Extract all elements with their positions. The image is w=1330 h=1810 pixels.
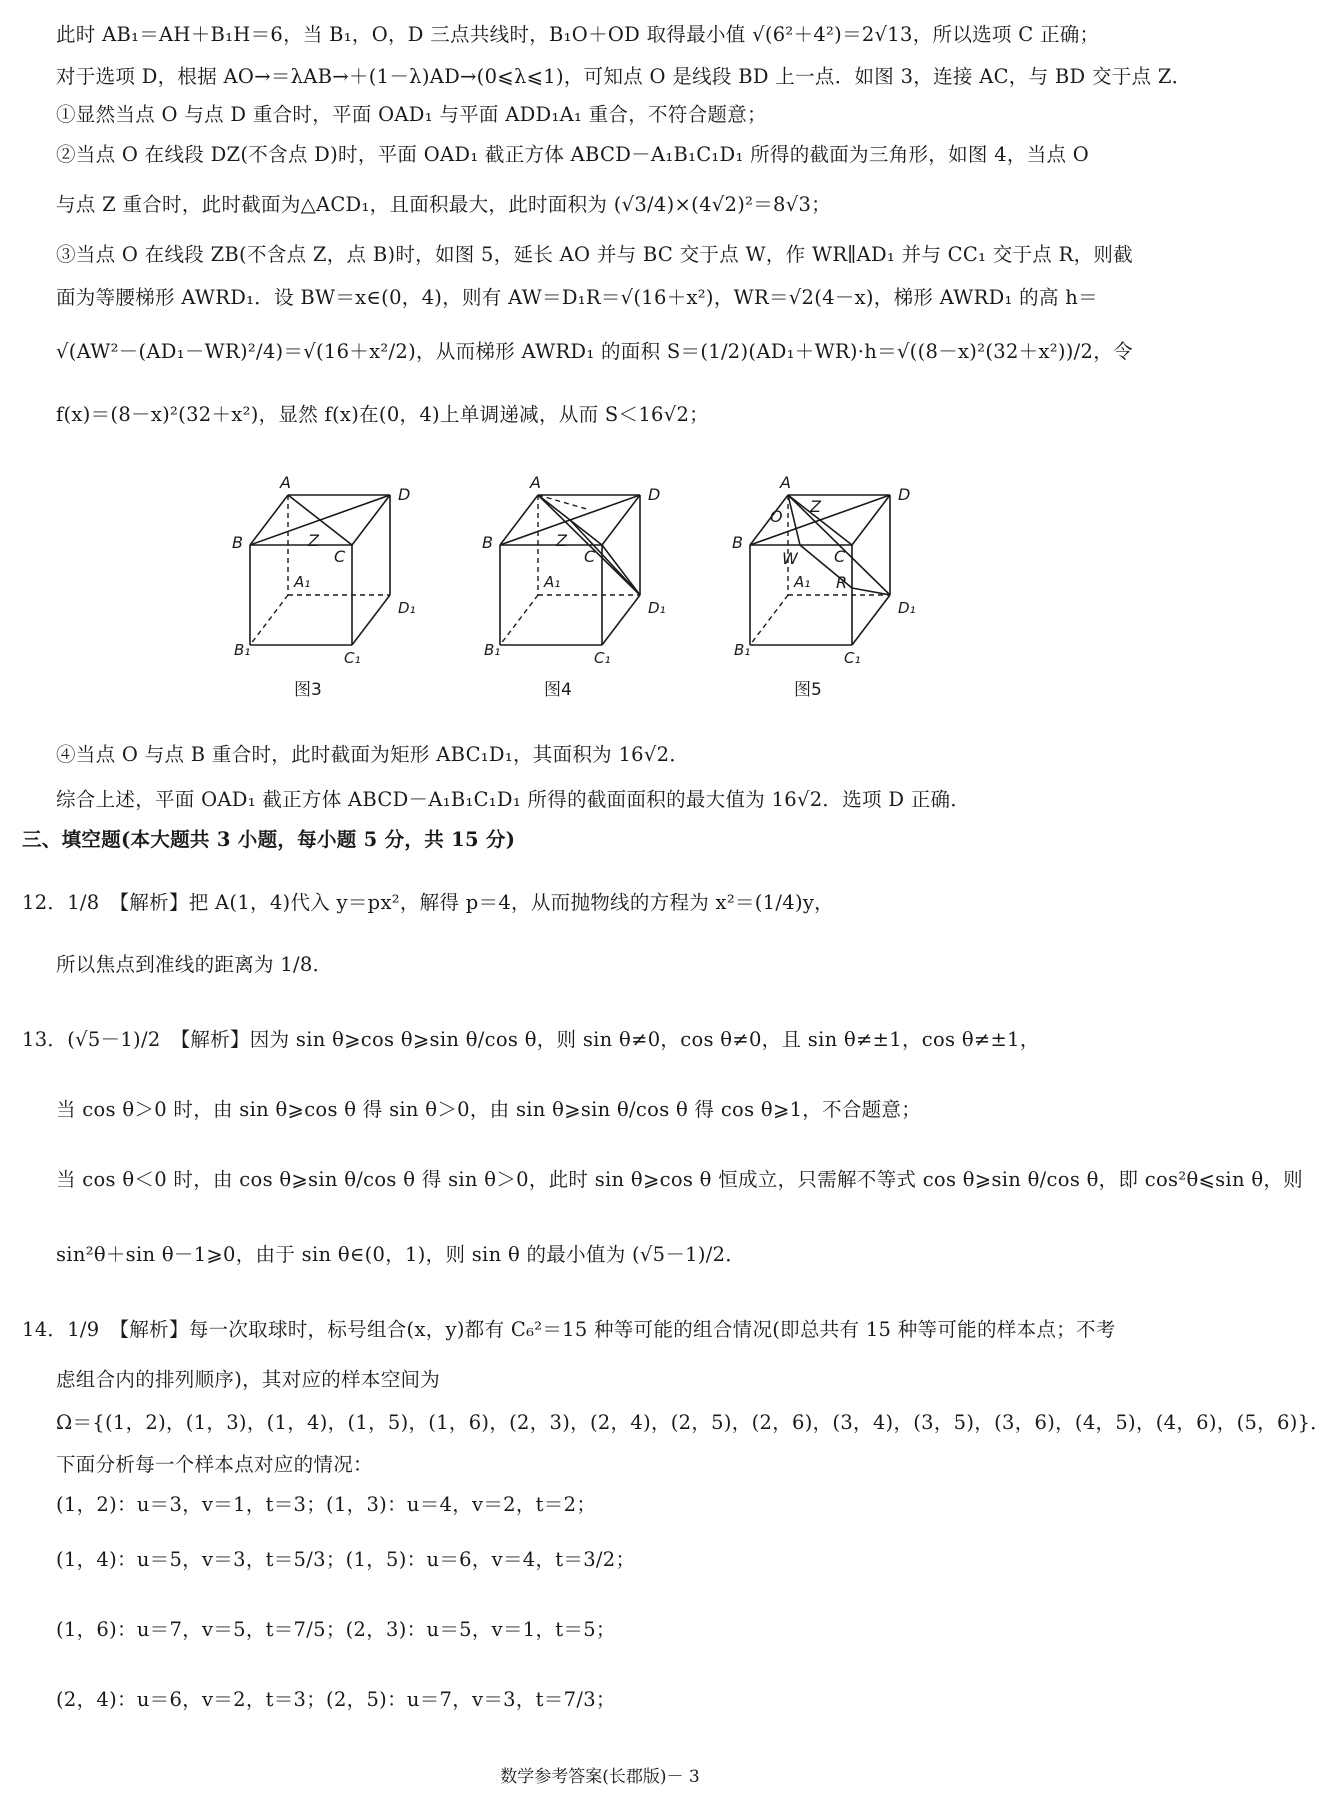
text-line: 所以焦点到准线的距离为 1/8． [56, 953, 333, 976]
fig4-label-d: D [648, 485, 661, 504]
text-line: (1，6)：u＝7，v＝5，t＝7/5；(2，3)：u＝5，v＝1，t＝5； [56, 1618, 616, 1641]
text-line: ①显然当点 O 与点 D 重合时，平面 OAD₁ 与平面 ADD₁A₁ 重合，不符合题意； [56, 103, 767, 126]
fig4-label-z: Z [556, 531, 567, 550]
text-line: Ω＝{(1，2)，(1，3)，(1，4)，(1，5)，(1，6)，(2，3)，(2，4)，(2，5)，(2，6)，(3，4)，(3，5)，(3，6)，(4，5)，(4，6)，(5，6)}． [56, 1411, 1330, 1434]
text-line: 当 cos θ＞0 时，由 sin θ⩾cos θ 得 sin θ＞0，由 sin θ⩾sin θ/cos θ 得 cos θ⩾1，不合题意； [56, 1098, 922, 1121]
text-line: 当 cos θ＜0 时，由 cos θ⩾sin θ/cos θ 得 sin θ＞0，此时 sin θ⩾cos θ 恒成立，只需解不等式 cos θ⩾sin θ/cos θ，即 cos²θ⩽sin θ，则 [56, 1168, 1303, 1191]
fig3-label-a: A [280, 473, 291, 492]
text-line: 12．1/8 【解析】把 A(1，4)代入 y＝px²，解得 p＝4，从而抛物线的方程为 x²＝(1/4)y， [22, 891, 834, 914]
fig4-label-c1: C₁ [594, 649, 611, 667]
fig4-label-a: A [530, 473, 541, 492]
fig4-label-b: B [482, 533, 493, 552]
fig3-label-d: D [398, 485, 411, 504]
text-line: 面为等腰梯形 AWRD₁．设 BW＝x∈(0，4)，则有 AW＝D₁R＝√(16＋x²)，WR＝√2(4－x)，梯形 AWRD₁ 的高 h＝ [56, 286, 1098, 309]
text-line: ④当点 O 与点 B 重合时，此时截面为矩形 ABC₁D₁，其面积为 16√2． [56, 743, 690, 766]
fig4-label-d1: D₁ [648, 599, 666, 617]
fig3-label-c: C [334, 547, 346, 566]
text-line: (1，2)：u＝3，v＝1，t＝3；(1，3)：u＝4，v＝2，t＝2； [56, 1493, 597, 1516]
fig5-label-d1: D₁ [898, 599, 916, 617]
section-heading: 三、填空题(本大题共 3 小题，每小题 5 分，共 15 分) [22, 828, 516, 851]
fig5-label-d: D [898, 485, 911, 504]
page-footer: 数学参考答案(长郡版)－ 3 [500, 1767, 700, 1787]
cube-figures [232, 473, 970, 745]
text-line: (1，4)：u＝5，v＝3，t＝5/3；(1，5)：u＝6，v＝4，t＝3/2； [56, 1548, 636, 1571]
fig5-label-b: B [732, 533, 743, 552]
text-line: 虑组合内的排列顺序)，其对应的样本空间为 [56, 1368, 441, 1391]
text-line: ③当点 O 在线段 ZB(不含点 Z，点 B)时，如图 5，延长 AO 并与 BC 交于点 W，作 WR∥AD₁ 并与 CC₁ 交于点 R，则截 [56, 243, 1133, 266]
text-line: (2，4)：u＝6，v＝2，t＝3；(2，5)：u＝7，v＝3，t＝7/3； [56, 1688, 616, 1711]
fig5-label-a: A [780, 473, 791, 492]
fig5-caption: 图5 [794, 680, 822, 700]
fig5-label-w: W [782, 549, 798, 568]
text-line: 对于选项 D，根据 AO→＝λAB→＋(1－λ)AD→(0⩽λ⩽1)，可知点 O 是线段 BD 上一点．如图 3，连接 AC，与 BD 交于点 Z． [56, 65, 1192, 88]
text-line: f(x)＝(8－x)²(32＋x²)，显然 f(x)在(0，4)上单调递减，从而 S＜16√2； [56, 403, 709, 426]
fig5-label-z: Z [810, 497, 821, 516]
figure-5 [750, 495, 970, 745]
fig5-label-a1: A₁ [794, 573, 811, 591]
fig3-label-b: B [232, 533, 243, 552]
text-line: 下面分析每一个样本点对应的情况： [56, 1453, 373, 1476]
fig3-label-z: Z [308, 531, 319, 550]
fig3-label-c1: C₁ [344, 649, 361, 667]
fig4-label-a1: A₁ [544, 573, 561, 591]
text-line: 13．(√5－1)/2 【解析】因为 sin θ⩾cos θ⩾sin θ/cos θ，则 sin θ≠0，cos θ≠0，且 sin θ≠±1，cos θ≠±1， [22, 1028, 1040, 1051]
fig5-label-o: O [770, 507, 783, 526]
text-line: √(AW²－(AD₁－WR)²/4)＝√(16＋x²/2)，从而梯形 AWRD₁ 的面积 S＝(1/2)(AD₁＋WR)·h＝√((8－x)²(32＋x²))/2，令 [56, 340, 1133, 363]
fig5-label-r: R [836, 573, 848, 592]
fig4-label-b1: B₁ [484, 641, 501, 659]
text-line: 14．1/9 【解析】每一次取球时，标号组合(x，y)都有 C₆²＝15 种等可能的组合情况(即总共有 15 种等可能的样本点；不考 [22, 1318, 1116, 1341]
fig5-label-c: C [834, 547, 846, 566]
text-line: sin²θ＋sin θ－1⩾0，由于 sin θ∈(0，1)，则 sin θ 的最小值为 (√5－1)/2． [56, 1243, 746, 1266]
fig4-label-c: C [584, 547, 596, 566]
fig5-label-b1: B₁ [734, 641, 751, 659]
fig3-label-b1: B₁ [234, 641, 251, 659]
text-line: 与点 Z 重合时，此时截面为△ACD₁，且面积最大，此时面积为 (√3/4)×(4√2)²＝8√3； [56, 193, 831, 216]
fig3-caption: 图3 [294, 680, 322, 700]
fig3-label-d1: D₁ [398, 599, 416, 617]
fig4-caption: 图4 [544, 680, 572, 700]
text-line: 综合上述，平面 OAD₁ 截正方体 ABCD－A₁B₁C₁D₁ 所得的截面面积的最大值为 16√2．选项 D 正确． [56, 788, 971, 811]
text-line: ②当点 O 在线段 DZ(不含点 D)时，平面 OAD₁ 截正方体 ABCD－A₁B₁C₁D₁ 所得的截面为三角形，如图 4，当点 O [56, 143, 1090, 166]
fig3-label-a1: A₁ [294, 573, 311, 591]
fig5-label-c1: C₁ [844, 649, 861, 667]
figure-3 [250, 495, 470, 745]
figure-4 [500, 495, 720, 745]
text-line: 此时 AB₁＝AH＋B₁H＝6，当 B₁，O，D 三点共线时，B₁O＋OD 取得最小值 √(6²＋4²)＝2√13，所以选项 C 正确； [56, 23, 1100, 46]
